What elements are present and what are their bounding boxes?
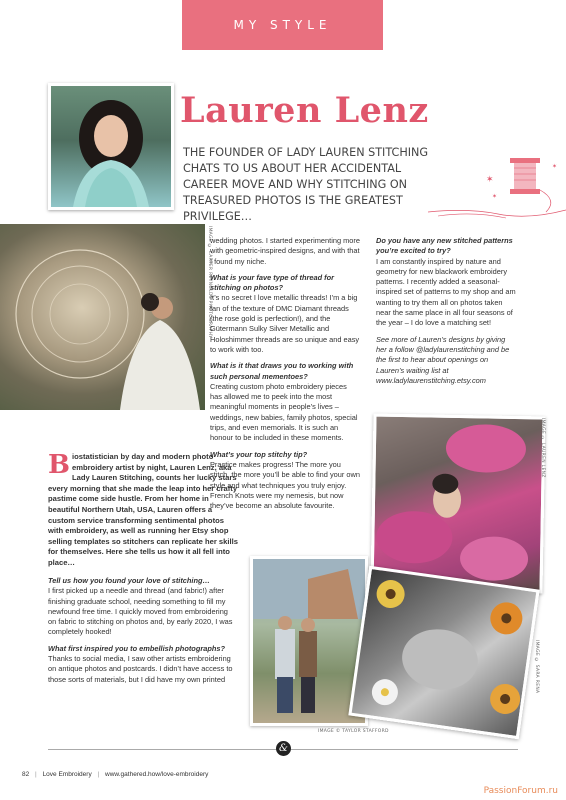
answer-4: Creating custom photo embroidery pieces has allowed me to peek into the most meaningful moments in people’s lives – weddings, new babies, family photos, special trips, and even memorials. It is such an honour to be included in these moments. bbox=[210, 381, 358, 443]
thread-spool-icon bbox=[428, 150, 566, 230]
answer-2-continued: wedding photos. I started experimenting more with geometric-inspired designs, and with that I found my niche. bbox=[210, 236, 360, 266]
embroidered-flowers-photo bbox=[370, 414, 545, 594]
svg-text:✶: ✶ bbox=[552, 163, 558, 170]
page-number: 82 bbox=[22, 771, 30, 778]
drop-cap: B bbox=[48, 450, 70, 480]
question-6: Do you have any new stitched patterns you’re excited to try? bbox=[376, 236, 513, 256]
portrait-photo bbox=[48, 83, 174, 210]
credit-couple: IMAGE © TAYLOR STAFFORD bbox=[318, 729, 389, 734]
column-middle bbox=[210, 236, 360, 517]
answer-1: I first picked up a needle and thread (and fabric!) after finishing graduate school, needing something to fill my newfound free time. I quickly moved from embroidering on fabric to stitching on photos and, by early 2020, I was completely hooked! bbox=[48, 586, 233, 637]
page-footer bbox=[22, 771, 208, 778]
couple-illustration bbox=[253, 559, 365, 723]
answer-2: Thanks to social media, I saw other artists embroidering on antique photos and postcards. I didn’t have access to those sorts of materials, but I did have my own printed bbox=[48, 654, 233, 684]
section-banner bbox=[182, 0, 383, 50]
question-5: What’s your top stitchy tip? bbox=[210, 449, 308, 459]
credit-flowers: IMAGE © LAUREN LENZ bbox=[540, 418, 545, 478]
svg-text:✶: ✶ bbox=[492, 193, 498, 200]
pink-flower-illustration bbox=[374, 417, 543, 591]
credit-wedding: IMAGE © CARTER REYNOLDS PHOTOGRAPHY bbox=[207, 226, 212, 339]
article-standfirst: THE FOUNDER OF LADY LAUREN STITCHING CHATS TO US ABOUT HER ACCIDENTAL CAREER MOVE AND WHY STITCHING ON TREASURED PHOTOS IS THE GREATEST PRIVILEGE… bbox=[183, 146, 429, 223]
footer-separator: | bbox=[97, 771, 100, 778]
closing-note: See more of Lauren’s designs by giving her a follow @ladylaurenstitching and be the first to hear about openings on Lauren’s waiting list at www.ladylaurenstitching.etsy.com bbox=[376, 334, 510, 385]
column-right bbox=[376, 236, 516, 392]
article-title: Lauren Lenz bbox=[180, 90, 429, 131]
credit-baby: IMAGE © SARA RENA bbox=[534, 640, 539, 694]
answer-6: I am constantly inspired by nature and geometry for new blackwork embroidery patterns. I recently added a seasonal-inspired set of patterns to my shop and am wanting to try them all on photos taken near the same place in all four seasons of the year – I do love a matching set! bbox=[376, 256, 516, 328]
question-3: What is your fave type of thread for stitching on photos? bbox=[210, 272, 335, 293]
wedding-photo bbox=[0, 224, 205, 410]
ampersand-icon: & bbox=[276, 741, 291, 756]
portrait-illustration bbox=[51, 86, 171, 207]
magazine-name: Love Embroidery bbox=[42, 771, 92, 778]
footer-separator: | bbox=[35, 771, 37, 778]
answer-3: It’s no secret I love metallic threads! I’m a big fan of the texture of DMC Diamant threads (the rose gold is perfection!), and the Gütermann Sulky Silver Metallic and Holoshimmer threads are so unique and easy to work with too. bbox=[210, 293, 360, 354]
watermark: PassionForum.ru bbox=[483, 786, 558, 796]
embroidered-wedding-illustration bbox=[0, 224, 205, 410]
question-2: What first inspired you to embellish photographs? bbox=[48, 643, 225, 653]
svg-text:✶: ✶ bbox=[486, 175, 494, 185]
column-left bbox=[48, 576, 238, 691]
baby-flowers-photo bbox=[348, 566, 539, 739]
baby-flower-illustration bbox=[352, 569, 537, 736]
intro-text: iostatistician by day and modern photo embroidery artist by night, Lauren Lenz, aka Lady Lauren Stitching, counts her lucky stars every morning that she made the leap into her crafty pastime come side hustle. From her home in beautiful Northern Utah, USA, Lauren offers a custom service transforming sentimental photos with embroidery, as well as running her Etsy shop selling templates so stitchers can replicate her skills for themselves. Here she tells us how it all fell into place… bbox=[48, 452, 238, 567]
answer-5: Practice makes progress! The more you stitch, the more you’ll be able to find your own style and what techniques you truly enjoy. French Knots were my nemesis, but now they’ve become an absolute favourite. bbox=[210, 459, 360, 511]
question-4: What is it that draws you to working with such personal mementoes? bbox=[210, 361, 354, 381]
section-label: MY STYLE bbox=[233, 18, 332, 32]
footer-url[interactable]: www.gathered.how/love-embroidery bbox=[105, 771, 209, 778]
question-1: Tell us how you found your love of stitching… bbox=[48, 576, 210, 585]
